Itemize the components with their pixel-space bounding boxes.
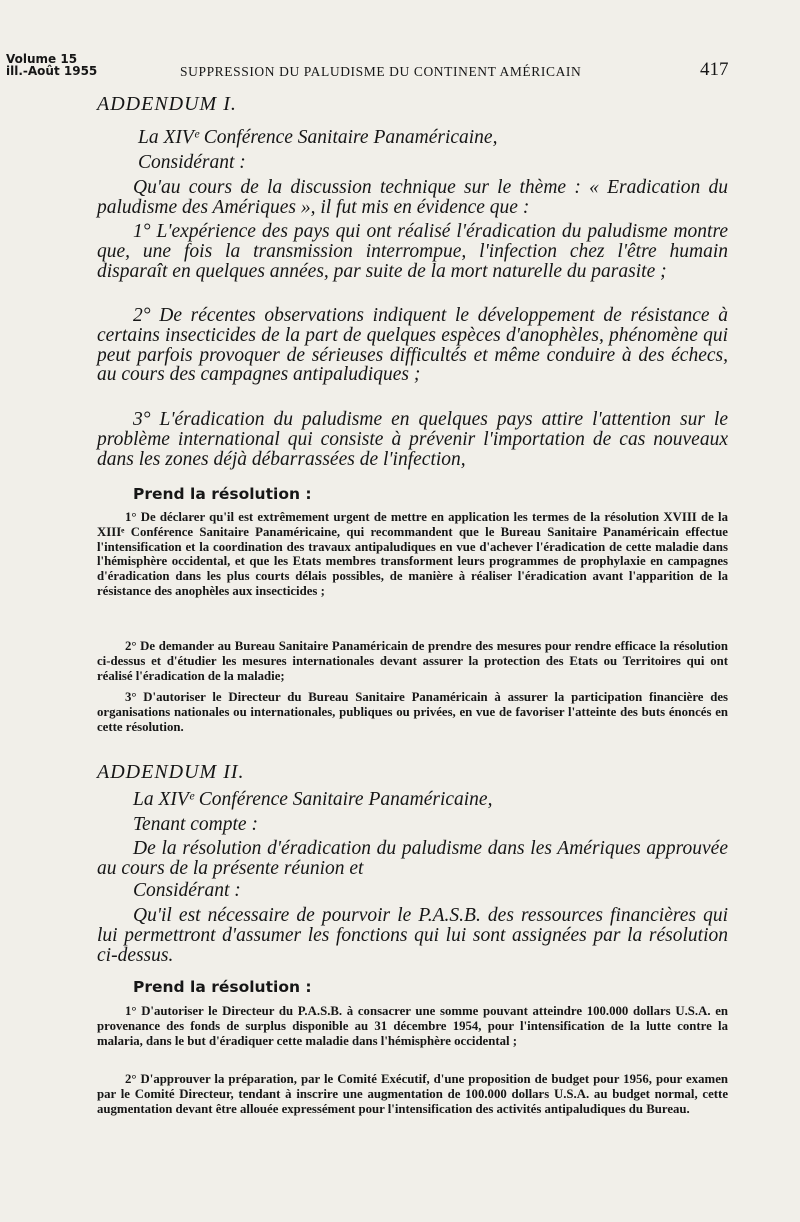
addendum-1-resolution-2: 2° De demander au Bureau Sanitaire Panaméricain de prendre des mesures pour rendre efficace la résolution ci-dessus et d'étudier les mesures internationales devant assurer la protection des Etats ou Territoires qui ont réalisé l'éradication de la maladie; <box>97 639 728 683</box>
addendum-1-resolution-heading: Prend la résolution : <box>133 485 312 503</box>
addendum-1-resolution-3: 3° D'autoriser le Directeur du Bureau Sanitaire Panaméricain à assurer la participation financière des organisations nationales ou internationales, publiques ou privées, en vue de favoriser l'atteinte des buts énoncés en cette résolution. <box>97 690 728 734</box>
addendum-1-resolution-2-block <box>97 639 728 683</box>
addendum-2-considerant-text: Qu'il est nécessaire de pourvoir le P.A.S.B. des ressources financières qui lui permettront d'assumer les fonctions qui lui sont assignées par la résolution ci-dessus. <box>97 905 728 966</box>
addendum-1-point-3: 3° L'éradication du paludisme en quelques pays attire l'attention sur le problème international qui consiste à prévenir l'importation de cas nouveaux dans les zones déjà débarrassées de l'infection, <box>97 409 728 470</box>
volume-number: Volume 15 <box>6 52 78 66</box>
addendum-1-point-2: 2° De récentes observations indiquent le développement de résistance à certains insecticides de la part de quelques espèces d'anophèles, phénomène qui peut parfois provoquer de sérieuses difficultés et même conduire à des échecs, au cours des campagnes antipaludiques ; <box>97 305 728 386</box>
addendum-1-point-2-block <box>97 306 728 385</box>
addendum-2-considerant: Considérant : <box>133 880 241 901</box>
page-number: 417 <box>700 59 729 80</box>
addendum-1-resolution-1: 1° De déclarer qu'il est extrêmement urgent de mettre en application les termes de la résolution XVIII de la XIIIᵉ Conférence Sanitaire Panaméricaine, qui recommandent que le Bureau Sanitaire Panaméricain effectue l'intensification et la coordination des travaux antipaludiques en vue d'achever l'éradication de cette maladie dans l'hémisphère occidental, et que les Etats membres transforment leurs programmes de prophylaxie en campagnes d'éradication dans les plus courts délais possibles, de manière à réaliser l'éradication avant l'apparition de la résistance des anophèles aux insecticides ; <box>97 510 728 598</box>
addendum-2-resolution-1-block <box>97 1004 728 1048</box>
addendum-1-point-1: 1° L'expérience des pays qui ont réalisé l'éradication du paludisme montre que, une fois la transmission interrompue, l'infection chez l'être humain disparaît en quelques années, par suite de la mort naturelle du parasite ; <box>97 221 728 282</box>
addendum-2-conference: La XIVᵉ Conférence Sanitaire Panaméricaine, <box>133 789 493 810</box>
addendum-2-resolution-2: 2° D'approuver la préparation, par le Comité Exécutif, d'une proposition de budget pour 1956, pour examen par le Comité Directeur, tendant à inscrire une augmentation de 100.000 dollars U.S.A. au budget normal, cette augmentation devant être allouée expressément pour l'intensification des activités antipaludiques du Bureau. <box>97 1072 728 1116</box>
addendum-1-considerant: Considérant : <box>138 152 246 173</box>
addendum-2-resolution-2-block <box>97 1072 728 1116</box>
addendum-2-considerant-block <box>97 906 728 965</box>
addendum-1-preamble <box>97 178 728 218</box>
addendum-1-title: ADDENDUM I. <box>97 93 237 115</box>
addendum-2-tenant-block <box>97 839 728 879</box>
addendum-2-tenant-compte: Tenant compte : <box>133 814 258 835</box>
addendum-1-point-1-block <box>97 222 728 281</box>
volume-info <box>6 53 97 77</box>
addendum-1-intro: Qu'au cours de la discussion technique sur le thème : « Eradication du paludisme des Amériques », il fut mis en évidence que : <box>97 177 728 218</box>
addendum-2-tenant-text: De la résolution d'éradication du paludisme dans les Amériques approuvée au cours de la présente réunion et <box>97 838 728 879</box>
addendum-2-resolution-heading: Prend la résolution : <box>133 978 312 996</box>
issue-date: ill.-Août 1955 <box>6 64 98 78</box>
running-title: SUPPRESSION DU PALUDISME DU CONTINENT AMÉRICAIN <box>180 64 582 79</box>
addendum-1-resolution-1-block <box>97 510 728 599</box>
addendum-2-resolution-1: 1° D'autoriser le Directeur du P.A.S.B. à consacrer une somme pouvant atteindre 100.000 dollars U.S.A. en provenance des fonds de surplus disponible au 31 décembre 1954, pour l'intensification de la lutte contre la malaria, dans le but d'éradiquer cette maladie dans l'hémisphère occidental ; <box>97 1004 728 1048</box>
addendum-2-title: ADDENDUM II. <box>97 761 245 783</box>
addendum-1-point-3-block <box>97 410 728 469</box>
addendum-1-resolution-3-block <box>97 690 728 734</box>
addendum-1-conference: La XIVᵉ Conférence Sanitaire Panaméricaine, <box>138 127 498 148</box>
